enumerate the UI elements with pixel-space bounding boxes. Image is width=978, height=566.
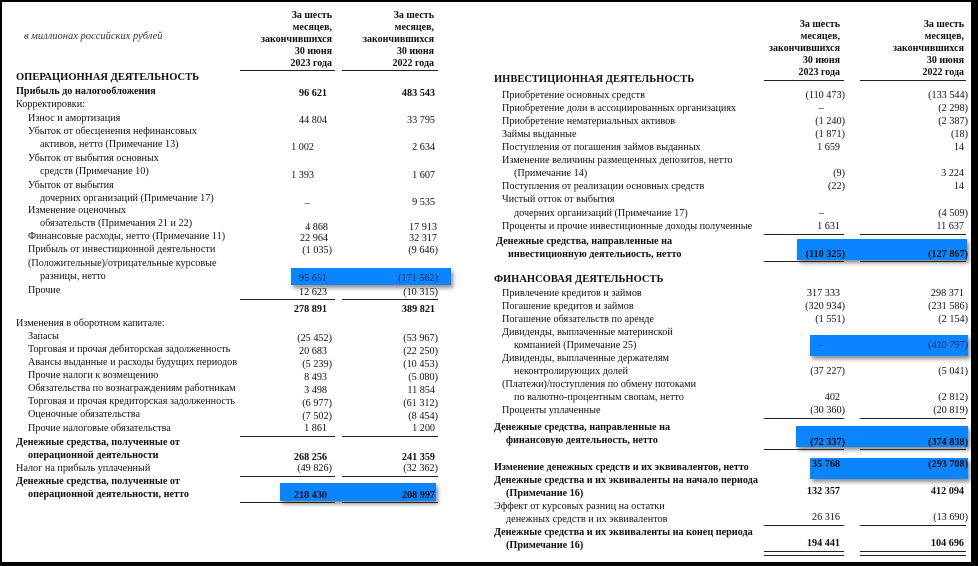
total-rule-2022 <box>342 502 438 503</box>
column-header-2022: За шесть месяцев, закончившихся 30 июня 2022 года <box>893 19 964 78</box>
header-rule-2023 <box>764 80 844 81</box>
left-column-operating: в миллионах российских рублей За шесть месяцев, закончившихся 30 июня 2023 года За шесть месяцев, закончившихся 30 июня 2022 года ОПЕРАЦИОННАЯ ДЕЯТЕЛЬНОСТЬ Прибыль до налогообложения 96 621 483 543 Корректировки: Износ и амортизация 44 804 33 795 Убыток от обесценения нефинансовых активов, нетто (Примечание 13) 1 002 2 634 Убыток от выбытия основных средств (Примечание 10) 1 393 1 607 Убыток от выбытия дочерних организаций (Примечание 17) – 9 535 Изменение оценочных обязательств (Примечания 21 и 22) 4 868 17 913 Финансовые расходы, нетто (Примечание 11) 22 964 32 317 Прибыль от инвестиционной деятельности (1 035) (9 646) (Положительные)/отрицательные курсовые разницы, нетто 95 651 (171 562) Прочие 12 623 (10 315) 278 891 389 821 Изменения в оборотном капитале: Запасы (25 452) (53 967) Торговая и прочая дебиторская задолженность 20 683 (22 250) Авансы выданные и расходы будущих периодов (5 239) (10 453) Прочие налоги к возмещению 8 493 (5 080) Обязательства по вознаграждениям работникам 3 498 11 854 Торговая и прочая кредиторская задолженность (6 977) (61 312) Оценочные обязательства (7 502) (8 454) Прочие налоговые обязательства 1 861 1 200 Денежные средства, полученные от операционной деятельности 268 256 241 359 Налог на прибыль уплаченный (49 826) (32 362) Денежные средства, полученные от операционной деятельности, нетто 218 430 208 997 <box>2 2 472 562</box>
double-rule-2023 <box>764 551 844 556</box>
total-rule-2023 <box>240 502 335 503</box>
header-rule-2023 <box>240 70 335 71</box>
rule-2023 <box>764 418 844 419</box>
units-label: в миллионах российских рублей <box>24 31 163 42</box>
column-header-2023: За шесть месяцев, закончившихся 30 июня 2023 года <box>261 10 332 69</box>
total-rule-2023 <box>764 261 844 262</box>
double-rule-2022 <box>860 551 966 556</box>
rule-2022 <box>860 234 966 235</box>
total-rule-2023 <box>764 449 844 450</box>
rule-2023 <box>764 234 844 235</box>
rule-2023 <box>240 476 335 477</box>
section-title-investing: ИНВЕСТИЦИОННАЯ ДЕЯТЕЛЬНОСТЬ <box>494 74 695 85</box>
rule-2022 <box>342 476 438 477</box>
rule-2022 <box>860 418 966 419</box>
rule-2023 <box>240 436 335 437</box>
right-column-investing-financing: За шесть месяцев, закончившихся 30 июня 2023 года За шесть месяцев, закончившихся 30 июня 2022 года ИНВЕСТИЦИОННАЯ ДЕЯТЕЛЬНОСТЬ Приобретение основных средств (110 473) (133 544) Приобретение доли в ассоциированных организациях – (2 298) Приобретение нематериальных активов (1 240) (2 387) Займы выданные (1 871) (18) Поступления от погашения займов выданных 1 659 14 Изменение величины размещенных депозитов, нетто (Примечание 14) (9) 3 224 Поступления от реализации основных средств (22) 14 Чистый отток от выбытия дочерних организаций (Примечание 17) – (4 509) Проценты и прочие инвестиционные доходы полученные 1 631 11 637 Денежные средства, направленные на инвестиционную деятельность, нетто (110 325) (127 867) ФИНАНСОВАЯ ДЕЯТЕЛЬНОСТЬ Привлечение кредитов и займов 317 333 298 371 Погашение кредитов и займов (320 934) (231 586) Погашение обязательств по аренде (1 551) (2 154) Дивиденды, выплаченные материнской компанией (Примечание 25) – (410 797) Дивиденды, выплаченные держателям неконтролирующих долей (37 227) (5 041) (Платежи)/поступления по обмену потоками по валютно-процентным свопам, нетто 402 (2 812) Проценты уплаченные (30 360) (20 819) Денежные средства, направленные на финансовую деятельность, нетто (72 337) (374 838) Изменение денежных средств и их эквивалентов, нетто 35 768 (293 708) Денежные средства и их эквиваленты на начало периода (Примечание 16) 132 357 412 094 Эффект от курсовых разниц на остатки денежных средств и их эквивалентов 26 316 (13 690) Денежные средства и их эквиваленты на конец периода (Примечание 16) 194 441 104 696 <box>480 2 971 562</box>
section-title-financing: ФИНАНСОВАЯ ДЕЯТЕЛЬНОСТЬ <box>494 274 664 285</box>
header-rule-2022 <box>342 70 438 71</box>
rule-2022 <box>342 436 438 437</box>
total-rule-2022 <box>860 261 966 262</box>
section-title-operating: ОПЕРАЦИОННАЯ ДЕЯТЕЛЬНОСТЬ <box>16 72 200 83</box>
column-header-2023: За шесть месяцев, закончившихся 30 июня 2023 года <box>769 19 840 78</box>
column-header-2022: За шесть месяцев, закончившихся 30 июня 2022 года <box>363 10 434 69</box>
total-rule-2022 <box>860 449 966 450</box>
subtotal-rule-2023 <box>240 299 335 300</box>
rule-2023 <box>764 525 844 526</box>
rule-2022 <box>860 525 966 526</box>
header-rule-2022 <box>860 80 966 81</box>
cash-flow-statement-page <box>2 2 971 562</box>
subtotal-rule-2022 <box>342 299 438 300</box>
